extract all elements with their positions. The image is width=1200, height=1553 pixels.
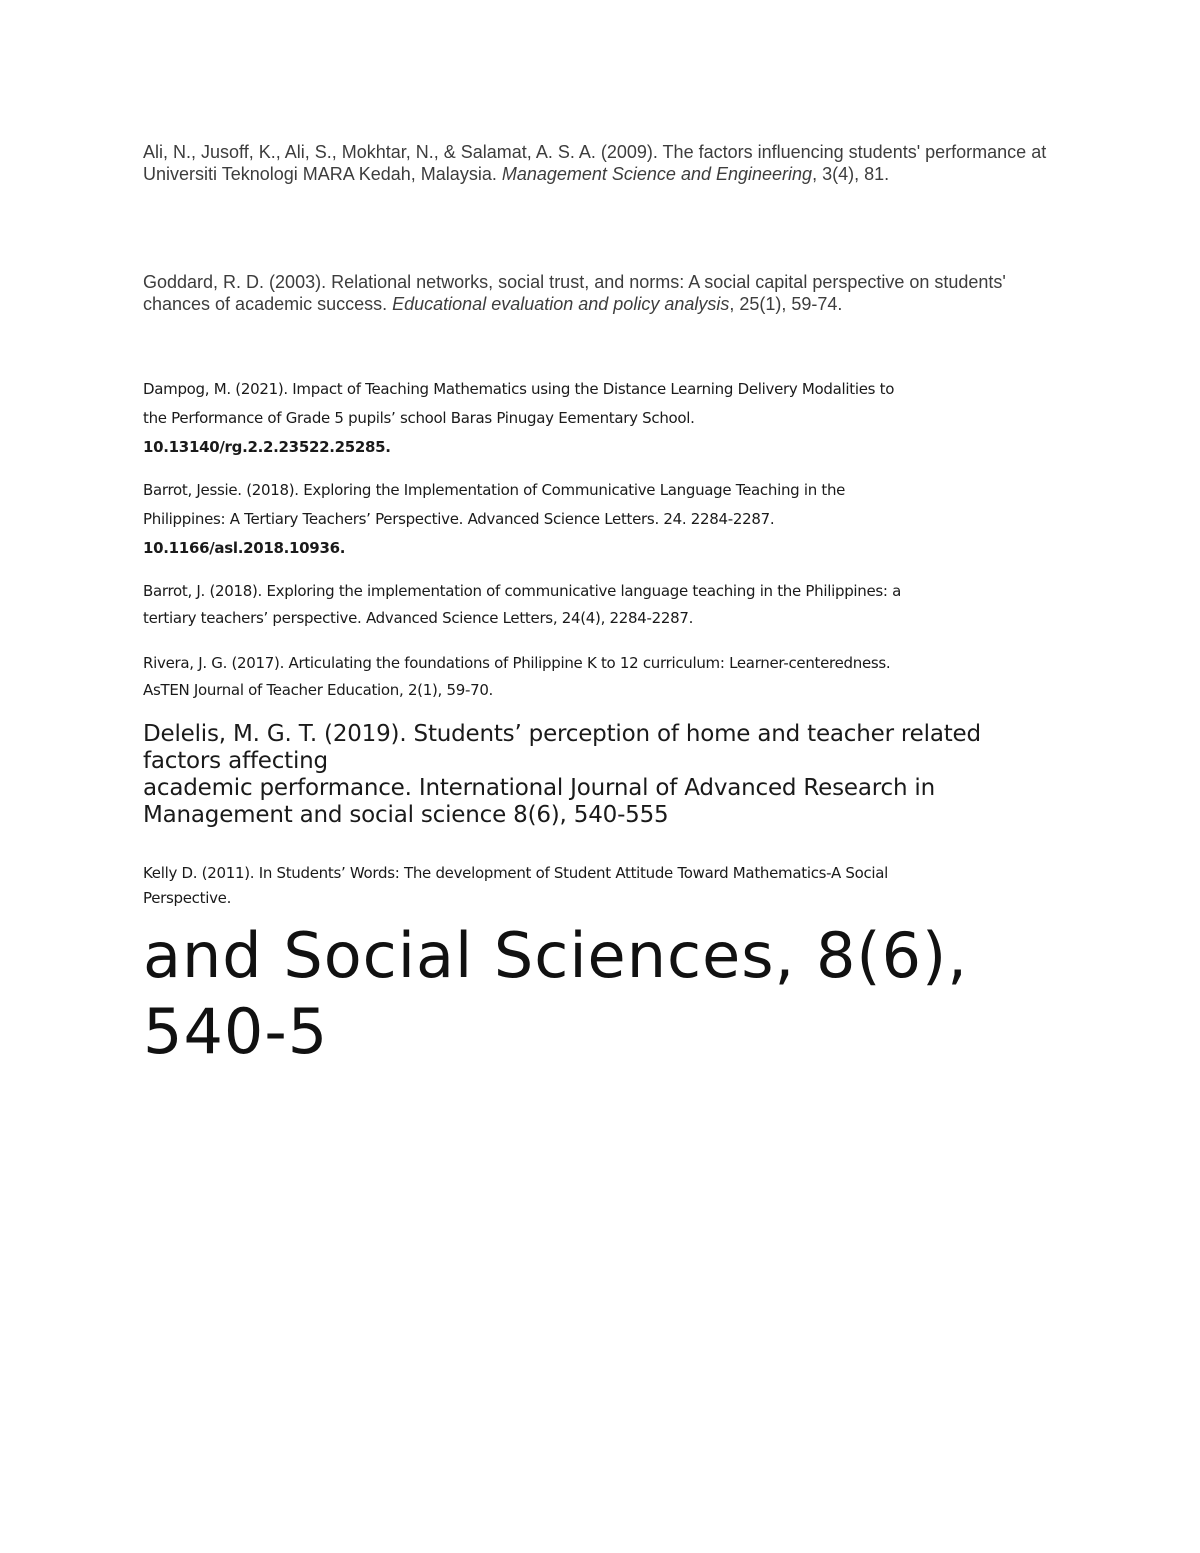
reference-rivera-line2: AsTEN Journal of Teacher Education, 2(1), 59-70. [143, 681, 494, 699]
reference-goddard-rest: , 25(1), 59-74. [729, 294, 843, 314]
reference-barrot-j-line1: Barrot, J. (2018). Exploring the implementation of communicative language teaching in the Philippines: a [143, 582, 902, 600]
text-fragment-line2: 540-5 [143, 995, 329, 1068]
reference-barrot-jessie-line2: Philippines: A Tertiary Teachers’ Perspective. Advanced Science Letters. 24. 2284-2287. [143, 510, 775, 528]
reference-kelly [143, 861, 1063, 911]
reference-barrot-jessie-doi: 10.1166/asl.2018.10936. [143, 539, 346, 557]
reference-barrot-jessie [143, 476, 1063, 563]
reference-delelis-line2: factors affecting [143, 748, 328, 774]
reference-goddard-journal: Educational evaluation and policy analysis [392, 294, 730, 314]
reference-delelis-line3: academic performance. International Journal of Advanced Research in [143, 775, 935, 801]
text-fragment-line1: and Social Sciences, 8(6), [143, 919, 968, 992]
reference-rivera [143, 650, 1063, 704]
reference-delelis-line4: Management and social science 8(6), 540-555 [143, 802, 669, 828]
reference-ali [143, 141, 1063, 185]
reference-dampog-line1: Dampog, M. (2021). Impact of Teaching Mathematics using the Distance Learning Delivery Modalities to [143, 380, 895, 398]
reference-goddard [143, 271, 1063, 315]
reference-kelly-line1: Kelly D. (2011). In Students’ Words: The development of Student Attitude Toward Mathematics-A Social [143, 864, 889, 882]
reference-ali-rest: , 3(4), 81. [812, 164, 890, 184]
reference-dampog-doi: 10.13140/rg.2.2.23522.25285. [143, 438, 391, 456]
reference-ali-journal: Management Science and Engineering [501, 164, 813, 184]
reference-delelis-line1: Delelis, M. G. T. (2019). Students’ perception of home and teacher related [143, 721, 981, 747]
reference-barrot-jessie-line1: Barrot, Jessie. (2018). Exploring the Implementation of Communicative Language Teaching in the [143, 481, 846, 499]
reference-dampog [143, 375, 1063, 462]
reference-ali-authors: Ali, N., Jusoff, K., Ali, S., Mokhtar, N., & Salamat, A. S. A. (2009). The factors influencing students' performance at Universiti Teknologi MARA Kedah, Malaysia. [143, 142, 1047, 184]
reference-delelis [143, 721, 1043, 829]
reference-goddard-authors: Goddard, R. D. (2003). Relational networks, social trust, and norms: A social capital perspective on students' chances of academic success. [143, 272, 1006, 314]
reference-barrot-j-line2: tertiary teachers’ perspective. Advanced Science Letters, 24(4), 2284-2287. [143, 609, 694, 627]
reference-dampog-line2: the Performance of Grade 5 pupils’ school Baras Pinugay Eementary School. [143, 409, 695, 427]
text-fragment-large [143, 918, 1103, 1070]
reference-barrot-j [143, 578, 1063, 632]
reference-kelly-line2: Perspective. [143, 889, 232, 907]
reference-rivera-line1: Rivera, J. G. (2017). Articulating the foundations of Philippine K to 12 curriculum: Learner-centeredness. [143, 654, 891, 672]
